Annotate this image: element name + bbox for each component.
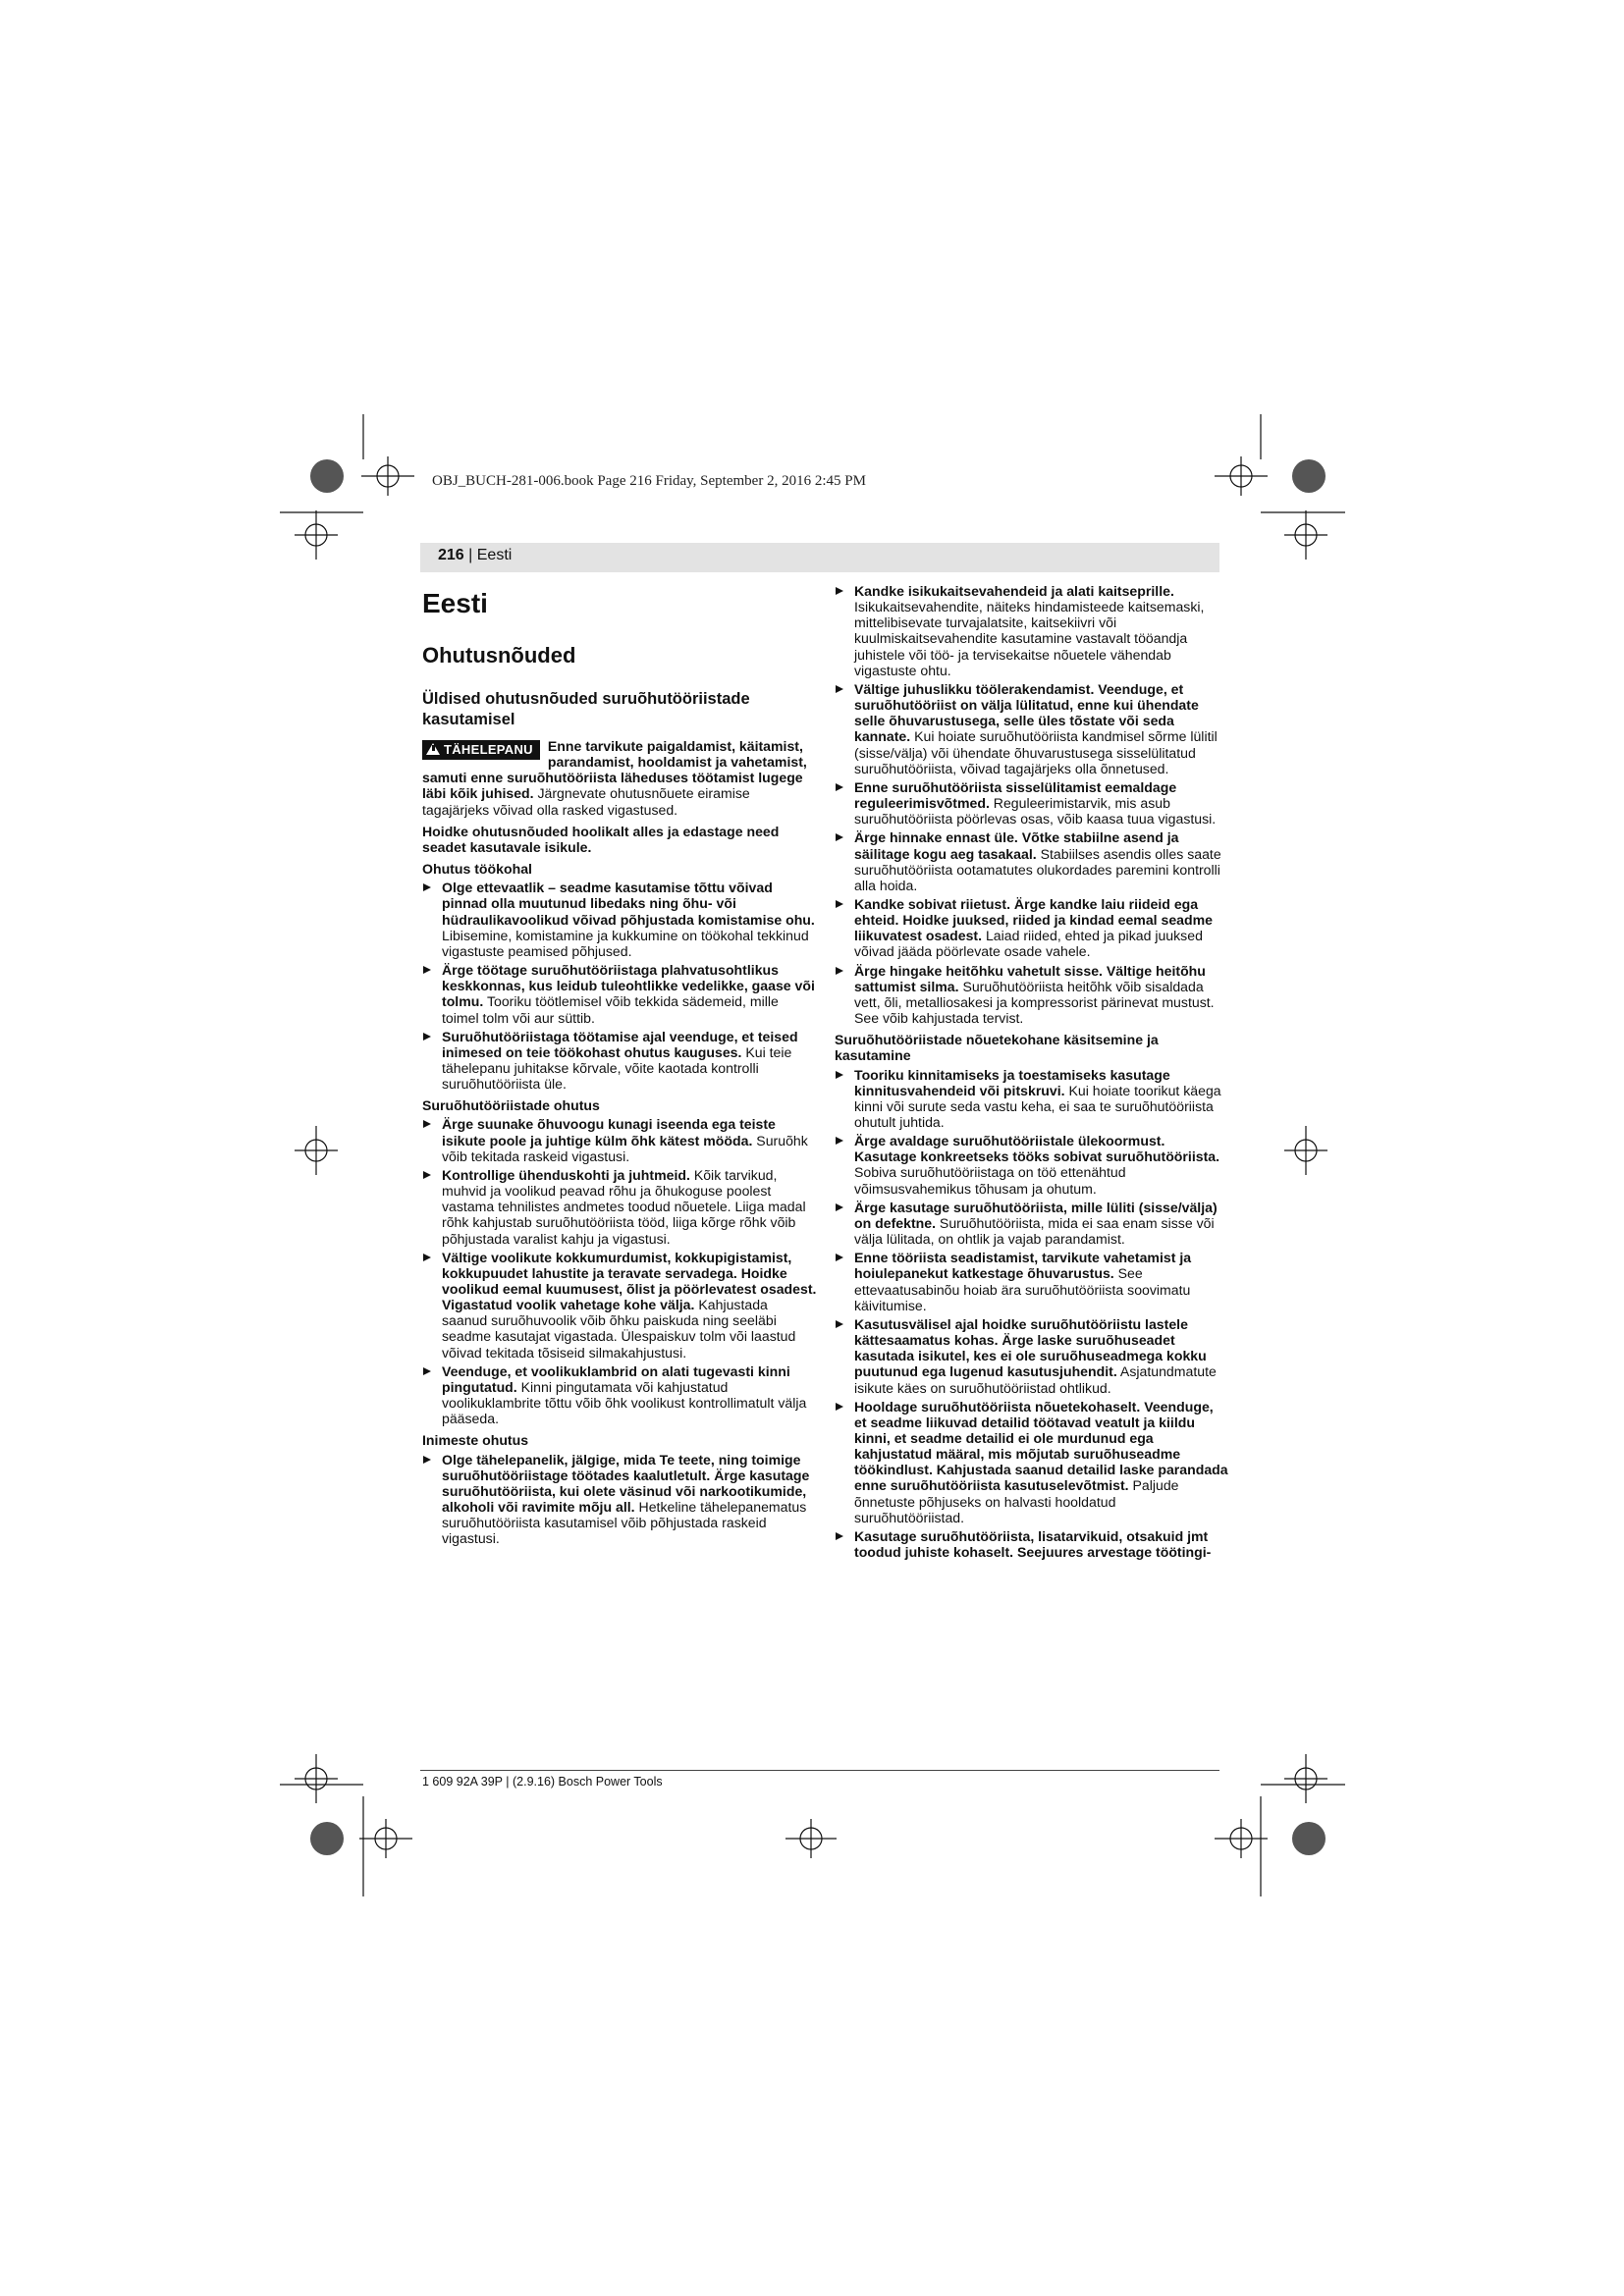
page-header-bar bbox=[420, 543, 1219, 572]
list-item: Enne tööriista seadistamist, tarvikute vahetamist ja hoiulepanekut katkestage õhuvarustus. See ettevaatusabinõu hoiab ära suruõhutööriista soovimatu käivitumise. bbox=[835, 1250, 1229, 1313]
page-footer: 1 609 92A 39P | (2.9.16) Bosch Power Tools bbox=[422, 1775, 663, 1789]
warning-badge-label: TÄHELEPANU bbox=[444, 742, 533, 757]
proper-use-list bbox=[835, 1067, 1229, 1561]
list-item: Suruõhutööriistaga töötamise ajal veenduge, et teised inimesed on teie töökohast ohutus kauguses. Kui teie tähelepanu juhitakse kõrvale, võite kaotada kontrolli suruõhutööriista üle. bbox=[422, 1029, 817, 1093]
page-header bbox=[438, 547, 512, 564]
section-heading-workplace: Ohutus töökohal bbox=[422, 861, 532, 878]
subsection-title: Üldised ohutusnõuded suruõhutööriistade kasutamisel bbox=[422, 690, 750, 728]
bullet-arrow-icon bbox=[423, 1033, 431, 1041]
bullet-arrow-icon bbox=[836, 1532, 843, 1540]
footer-rule bbox=[420, 1770, 1219, 1771]
warning-text: Järgnevate ohutusnõuete eiramise tagajärjeks võivad olla rasked vigastused. bbox=[422, 785, 750, 818]
print-info-line: OBJ_BUCH-281-006.book Page 216 Friday, September 2, 2016 2:45 PM bbox=[432, 473, 866, 489]
list-item: Ärge töötage suruõhutööriistaga plahvatusohtlikus keskkonnas, kus leidub tuleohtlikke vedelikke, gaase või tolmu. Tooriku töötlemisel võib tekkida sädemeid, mille toimel tolm või aur süttib. bbox=[422, 962, 817, 1026]
personal-safety-list-continued bbox=[835, 583, 1229, 1026]
warning-badge bbox=[422, 740, 540, 760]
tool-safety-list bbox=[422, 1116, 817, 1426]
list-item: Vältige voolikute kokkumurdumist, kokkupigistamist, kokkupuudet lahustite ja teravate servadega. Hoidke voolikud eemal kuumusest, õlist ja pöörlevatest osadest. Vigastatud voolik vahetage kohe välja. Kahjustada saanud suruõhuvoolik võib õhku paiskuda ning seeläbi seadme kasutajat vigastada. Ülespaiskuv tolm või laastud võivad tekitada tõsiseid silmakahjustusi. bbox=[422, 1250, 817, 1361]
section-heading-proper-use: Suruõhutööriistade nõuetekohane käsitsemine ja kasutamine bbox=[835, 1032, 1159, 1064]
bullet-arrow-icon bbox=[836, 1254, 843, 1261]
list-item: Vältige juhuslikku töölerakendamist. Veenduge, et suruõhutööriist on välja lülitatud, enne kui ühendate selle õhuvarustusega, selle üles tõstate või seda kannate. Kui hoiate suruõhutööriista kandmisel sõrme lülitil (sisse/välja) või ühendate õhuvarustusega sisselülitatud suruõhutööriista, võivad tagajärjeks olla õnnetused. bbox=[835, 681, 1229, 776]
warning-bold-text: Enne tarvikute paigaldamist, käitamist, parandamist, hooldamist ja vahetamist, samuti enne suruõhutööriista läheduses töötamist lugege läbi kõik juhised. bbox=[422, 738, 807, 802]
workplace-safety-list bbox=[422, 880, 817, 1092]
bullet-arrow-icon bbox=[836, 833, 843, 841]
warning-block bbox=[422, 738, 817, 818]
list-item: Olge tähelepanelik, jälgige, mida Te teete, ning toimige suruõhutööriistage töötades kaalutletult. Ärge kasutage suruõhutööriista, kui olete väsinud või narkootikumide, alkoholi või ravimite mõju all. Hetkeline tähelepanematus suruõhutööriista kasutamisel võib põhjustada raskeid vigastusi. bbox=[422, 1452, 817, 1547]
personal-safety-list bbox=[422, 1452, 817, 1547]
list-item: Veenduge, et voolikuklambrid on alati tugevasti kinni pingutatud. Kinni pingutamata või kahjustatud voolikuklambrite tõttu võib õhk voolikust kontrollimatult välja pääseda. bbox=[422, 1363, 817, 1427]
list-item: Ärge hinnake ennast üle. Võtke stabiilne asend ja säilitage kogu aeg tasakaal. Stabiilses asendis olles saate suruõhutööriista ootamatutes olukordades paremini kontrolli alla hoida. bbox=[835, 829, 1229, 893]
list-item: Kontrollige ühenduskohti ja juhtmeid. Kõik tarvikud, muhvid ja voolikud peavad rõhu ja õhukoguse poolest vastama tehnilistes andmetes toodud nõuetele. Liiga madal rõhk kahjustab suruõhutööriista tööd, liiga kõrge rõhk võib põhjustada varalist kahju ja vigastusi. bbox=[422, 1167, 817, 1247]
keep-note: Hoidke ohutusnõuded hoolikalt alles ja edastage need seadet kasutavale isikule. bbox=[422, 823, 780, 855]
list-item: Kandke isikukaitsevahendeid ja alati kaitseprille. Isikukaitsevahendite, näiteks hindamisteede kaitsemaski, mittelibisevate turvajalatsite, kaitsekiivri või kuulmiskaitsevahendite kasutamine vastavalt tööandja juhistele või töö- ja tervisekaitse nõuetele vähendab vigastuste ohtu. bbox=[835, 583, 1229, 678]
section-heading-personal-safety: Inimeste ohutus bbox=[422, 1432, 529, 1449]
bullet-arrow-icon bbox=[836, 1071, 843, 1079]
bullet-arrow-icon bbox=[423, 1171, 431, 1179]
bullet-arrow-icon bbox=[836, 587, 843, 595]
list-item: Tooriku kinnitamiseks ja toestamiseks kasutage kinnitusvahendeid või pitskruvi. Kui hoiate toorikut käega kinni või surute seda vastu keha, ei saa te suruõhutööriista ohutult juhtida. bbox=[835, 1067, 1229, 1131]
bullet-arrow-icon bbox=[836, 900, 843, 908]
warning-triangle-icon bbox=[426, 743, 440, 755]
bullet-arrow-icon bbox=[836, 685, 843, 693]
bullet-arrow-icon bbox=[836, 1403, 843, 1411]
bullet-arrow-icon bbox=[836, 1203, 843, 1211]
list-item: Hooldage suruõhutööriista nõuetekohaselt. Veenduge, et seadme liikuvad detailid töötavad veatult ja kiildu kinni, et seadme detailid ei ole murdunud ega kahjustatud määral, mis mõjutab suruõhuseadme töökindlust. Kahjustada saanud detailid laske parandada enne suruõhutööriista kasutuselevõtmist. Paljude õnnetuste põhjuseks on halvasti hooldatud suruõhutööriistad. bbox=[835, 1399, 1229, 1525]
bullet-arrow-icon bbox=[423, 1456, 431, 1464]
bullet-arrow-icon bbox=[836, 967, 843, 975]
list-item: Enne suruõhutööriista sisselülitamist eemaldage reguleerimisvõtmed. Reguleerimistarvik, mis asub suruõhutööriista pöörlevas osas, võib kaasa tuua vigastusi. bbox=[835, 779, 1229, 827]
left-column bbox=[422, 583, 817, 1553]
bullet-arrow-icon bbox=[423, 1367, 431, 1375]
list-item: Ärge avaldage suruõhutööriistale ülekoormust. Kasutage konkreetseks tööks sobivat suruõhutööriista. Sobiva suruõhutööriistaga on töö ettenähtud võimsusvahemikus tõhusam ja ohutum. bbox=[835, 1133, 1229, 1197]
page-title: Eesti bbox=[422, 588, 488, 618]
list-item: Kandke sobivat riietust. Ärge kandke laiu riideid ega ehteid. Hoidke juuksed, riided ja kindad eemal seadme liikuvatest osadest. Laiad riided, ehted ja pikad juuksed võivad jääda pöörlevate osade vahele. bbox=[835, 896, 1229, 960]
bullet-arrow-icon bbox=[423, 883, 431, 891]
section-title: Ohutusnõuded bbox=[422, 643, 576, 667]
list-item: Kasutage suruõhutööriista, lisatarvikuid, otsakuid jmt toodud juhiste kohaselt. Seejuures arvestage töötingi- bbox=[835, 1528, 1229, 1560]
list-item: Kasutusvälisel ajal hoidke suruõhutööriistu lastele kättesaamatus kohas. Ärge laske suruõhuseadet kasutada isikutel, kes ei ole suruõhuseadmega kokku puutunud ega lugenud kasutusjuhendit. Asjatundmatute isikute käes on suruõhutööriistad ohtlikud. bbox=[835, 1316, 1229, 1396]
bullet-arrow-icon bbox=[836, 783, 843, 791]
bullet-arrow-icon bbox=[836, 1320, 843, 1328]
page-number: 216 bbox=[438, 547, 464, 563]
header-separator: | bbox=[463, 547, 477, 563]
list-item: Ärge kasutage suruõhutööriista, mille lüliti (sisse/välja) on defektne. Suruõhutööriista, mida ei saa enam sisse või välja lülitada, on ohtlik ja vajab parandamist. bbox=[835, 1200, 1229, 1247]
section-heading-tool-safety: Suruõhutööriistade ohutus bbox=[422, 1097, 600, 1114]
right-column bbox=[835, 583, 1229, 1566]
list-item: Ärge hingake heitõhku vahetult sisse. Vältige heitõhu sattumist silma. Suruõhutööriista heitõhk võib sisaldada vett, õli, metalliosakesi ja kompressorist pärinevat mustust. See võib kahjustada tervist. bbox=[835, 963, 1229, 1027]
header-language: Eesti bbox=[476, 547, 513, 563]
list-item: Olge ettevaatlik – seadme kasutamise tõttu võivad pinnad olla muutunud libedaks ning õhu- või hüdraulikavoolikud võivad põhjustada komistamise ohu. Libisemine, komistamine ja kukkumine on töökohal tekkinud vigastuste peamised põhjused. bbox=[422, 880, 817, 959]
bullet-arrow-icon bbox=[423, 966, 431, 974]
bullet-arrow-icon bbox=[423, 1120, 431, 1128]
bullet-arrow-icon bbox=[423, 1254, 431, 1261]
bullet-arrow-icon bbox=[836, 1137, 843, 1145]
list-item: Ärge suunake õhuvoogu kunagi iseenda ega teiste isikute poole ja juhtige külm õhk kätest mööda. Suruõhk võib tekitada raskeid vigastusi. bbox=[422, 1116, 817, 1163]
